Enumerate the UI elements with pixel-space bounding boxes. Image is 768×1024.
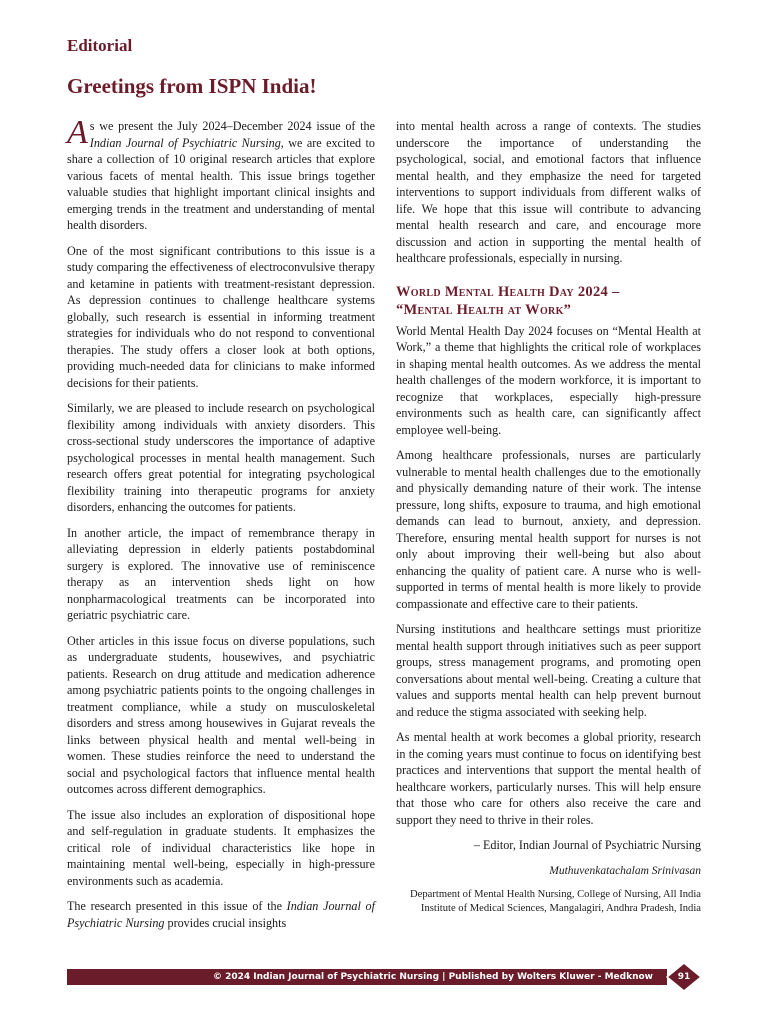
research-text-b: provides crucial insights <box>164 915 287 930</box>
footer-copyright: © 2024 Indian Journal of Psychiatric Nursing | Published by Wolters Kluwer - Medknow <box>212 972 653 982</box>
intro-text-a: s we present the July 2024–December 2024 issue of the <box>89 119 375 133</box>
paragraph-populations: Other articles in this issue focus on diverse populations, such as undergraduate students, housewives, and psychiatric patients. Research on drug attitude and medication adherence among psychiatric patients points to the ongoing challenges in treatment compliance, while a study on musculoskeletal disorders and stress among housewives in Gujarat reveals the links between physical health and mental well-being in women. These studies reinforce the need to understand the social and psychological factors that influence mental health outcomes across different demographics. <box>67 633 375 796</box>
paragraph-hope: The issue also includes an exploration of dispositional hope and self-regulation in graduate students. It emphasizes the critical role of individual characteristics like hope in maintaining mental well-being, especially in high-pressure environments such as academia. <box>67 807 375 888</box>
paragraph-global-priority: As mental health at work becomes a global priority, research in the coming years must continue to focus on identifying best practices and interventions that support the mental health of healthcare workers, particularly nurses. This will help ensure that those who care for others also receive the care and support they need to thrive in their roles. <box>396 730 701 827</box>
paragraph-wmhd: World Mental Health Day 2024 focuses on “Mental Health at Work,” a theme that highlights the critical role of workplaces in shaping mental health outcomes. As we address the mental health challenges of the modern workforce, it is important to recognize that workplaces, especially high-pressure environments such as health care, can significantly affect employee well-being. <box>396 323 701 437</box>
author-name: Muthuvenkatachalam Srinivasan <box>549 864 701 877</box>
paragraph-continuation: into mental health across a range of contexts. The studies underscore the importance of understanding the psychological, social, and emotional factors that influence mental health, and they emphasize the need for targeted interventions to support individuals from different walks of life. We hope that this issue will contribute to advancing mental health research and care, and encourage more discussion and action in supporting the mental health of healthcare professionals, especially in nursing. <box>396 119 701 265</box>
subheading-line-1: World Mental Health Day 2024 – <box>396 283 620 300</box>
section-label: Editorial <box>67 36 133 55</box>
editor-signoff: – Editor, Indian Journal of Psychiatric Nursing <box>473 838 701 852</box>
paragraph-flexibility: Similarly, we are pleased to include research on psychological flexibility among individuals with anxiety disorders. This cross-sectional study underscores the importance of adaptive psychological processes in mental health management. Such research offers great potential for integrating psychological flexibility training into therapeutic programs for anxiety disorders, enhancing the outcomes for patients. <box>67 401 375 514</box>
journal-name: Indian Journal of Psychiatric Nursing <box>89 135 281 150</box>
subheading <box>396 283 701 319</box>
dropcap: A <box>67 114 88 151</box>
subheading-line-2: “Mental Health at Work” <box>396 301 572 318</box>
page-title: Greetings from ISPN India! <box>67 74 317 98</box>
author-affiliation: Department of Mental Health Nursing, College of Nursing, All India Institute of Medical Sciences, Mangalagiri, Andhra Pradesh, India <box>410 889 701 914</box>
intro-text-b: , we are excited to share a collection of 10 original research articles that explore various facets of mental health. This issue brings together valuable studies that highlight important clinical insights and emerging trends in the treatment and understanding of mental health disorders. <box>67 135 375 232</box>
paragraph-ect-study: One of the most significant contributions to this issue is a study comparing the effectiveness of electroconvulsive therapy and ketamine in patients with treatment-resistant depression. As depression continues to challenge healthcare systems globally, such research is essential in informing treatment strategies for individuals who do not respond to conventional therapies. The study offers a closer look at both options, providing much-needed data for clinicians to make informed decisions for their patients. <box>67 243 375 390</box>
research-text-a: The research presented in this issue of the <box>67 899 287 913</box>
paragraph-intro <box>67 114 375 234</box>
right-column <box>396 118 701 925</box>
journal-name: Indian Journal of Psychiatric Nursing <box>67 899 375 930</box>
paragraph-research-insights <box>67 898 375 931</box>
left-column <box>67 114 375 940</box>
page-number: 91 <box>677 972 691 982</box>
paragraph-institutions: Nursing institutions and healthcare settings must prioritize mental health support through initiatives such as peer support groups, stress management programs, and promoting open conversations about mental well-being. Creating a culture that values and supports mental health can help prevent burnout and reduce the stigma associated with seeking help. <box>396 622 701 719</box>
paragraph-nurses: Among healthcare professionals, nurses are particularly vulnerable to mental health challenges due to the emotionally and physically demanding nature of their work. The intense pressure, long shifts, exposure to trauma, and high emotional demands can lead to burnout, anxiety, and depression. Therefore, ensuring mental health support for nurses is not only about improving their well-being but also about enhancing the quality of patient care. A nurse who is well-supported in terms of mental health is more likely to provide compassionate and effective care to their patients. <box>396 448 701 611</box>
paragraph-remembrance: In another article, the impact of remembrance therapy in alleviating depression in elderly patients postabdominal surgery is explored. The innovative use of reminiscence therapy as an intervention sheds light on how nonpharmacological treatments can be incorporated into geriatric psychiatric care. <box>67 525 375 622</box>
